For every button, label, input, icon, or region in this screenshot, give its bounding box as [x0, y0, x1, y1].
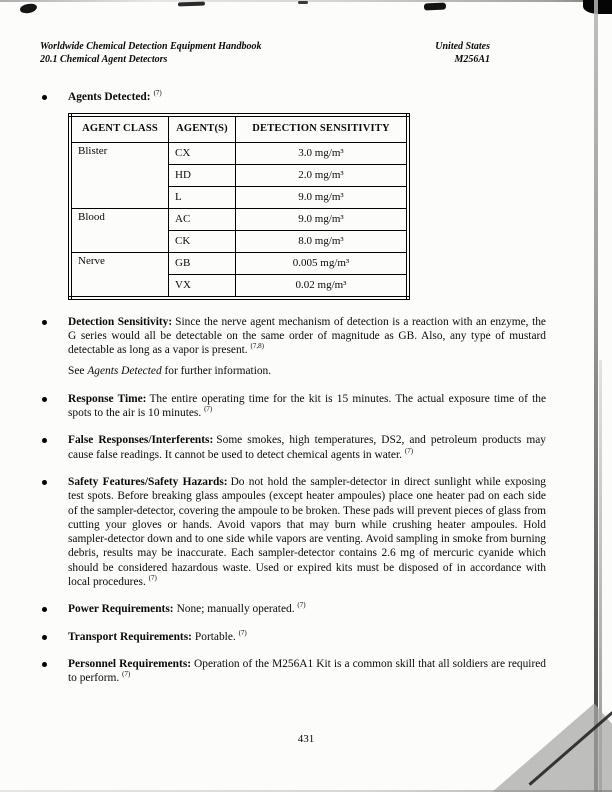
sensitivity-cell: 9.0 mg/m³ [236, 186, 409, 208]
see-suffix: for further information. [164, 365, 272, 378]
bullet-label: False Responses/Interferents: [68, 434, 214, 447]
bullet-icon [40, 315, 68, 379]
sensitivity-cell: 0.005 mg/m³ [236, 252, 409, 274]
bullet-text: Portable. [194, 630, 236, 643]
agent-cell: AC [169, 208, 236, 230]
sensitivity-cell: 2.0 mg/m³ [236, 164, 409, 186]
bullet-label: Power Requirements: [68, 603, 174, 616]
reference-superscript: (7) [153, 89, 162, 98]
reference-superscript: (7) [148, 574, 157, 583]
reference-superscript: (7) [204, 405, 213, 414]
reference-superscript: (7) [297, 601, 306, 610]
scan-artifact [178, 2, 205, 7]
scan-artifact [298, 1, 308, 4]
reference-superscript: (7) [404, 446, 414, 455]
scan-artifact-top-right [583, 0, 612, 14]
bullet-item-response-time [40, 392, 546, 421]
table-row [70, 208, 408, 230]
agent-class-cell: Blister [70, 142, 169, 208]
scan-artifact-corner-line [529, 711, 612, 785]
agents-table [68, 113, 410, 299]
agent-cell: GB [169, 252, 236, 274]
bullet-label: Detection Sensitivity: [68, 315, 173, 328]
bullet-item-detection-sensitivity [40, 315, 546, 379]
bullet-item-personnel-requirements [40, 657, 546, 686]
bullet-body [68, 433, 546, 462]
bullet-icon [40, 630, 68, 644]
bullet-item-agents-detected [40, 90, 546, 302]
col-header-agent-class: AGENT CLASS [70, 115, 169, 142]
agent-cell: CK [169, 230, 236, 252]
agent-cell: CX [169, 142, 236, 164]
sensitivity-cell: 0.02 mg/m³ [236, 274, 409, 298]
col-header-agents: AGENT(S) [169, 115, 236, 142]
bullet-label: Agents Detected: [68, 91, 151, 103]
sensitivity-cell: 3.0 mg/m³ [236, 142, 409, 164]
bullet-item-power-requirements [40, 602, 546, 616]
bullet-icon [40, 602, 68, 616]
model-label: M256A1 [454, 54, 490, 65]
bullet-icon [40, 90, 68, 302]
bullet-item-false-responses [40, 433, 546, 462]
bullet-body [68, 630, 546, 644]
bullet-body [68, 315, 546, 379]
bullet-body [68, 657, 546, 686]
scan-artifact [424, 2, 446, 10]
header-right [435, 40, 490, 66]
section-title: 20.1 Chemical Agent Detectors [40, 54, 168, 65]
bullet-text: Operation of the M256A1 Kit is a common skill that all soldiers are required to perform. [68, 657, 546, 685]
scan-artifact [19, 3, 37, 14]
reference-superscript: (7) [238, 628, 247, 637]
sensitivity-cell: 8.0 mg/m³ [236, 230, 409, 252]
col-header-detection-sensitivity: DETECTION SENSITIVITY [236, 115, 409, 142]
bullet-body [68, 392, 546, 421]
see-prefix: See [68, 365, 85, 378]
agent-cell: HD [169, 164, 236, 186]
bullet-icon [40, 657, 68, 686]
bullet-label: Personnel Requirements: [68, 657, 192, 670]
see-italic: Agents Detected [87, 365, 162, 378]
sensitivity-cell: 9.0 mg/m³ [236, 208, 409, 230]
bullet-item-transport-requirements [40, 630, 546, 644]
reference-superscript: (7,8) [250, 342, 264, 351]
page-header [40, 40, 572, 66]
table-row [70, 252, 408, 274]
bullet-text: None; manually operated. [176, 603, 295, 616]
agent-class-cell: Blood [70, 208, 169, 252]
bullet-label: Safety Features/Safety Hazards: [68, 475, 228, 488]
bullet-icon [40, 392, 68, 421]
reference-superscript: (7) [122, 670, 131, 679]
bullet-text: Some smokes, high temperatures, DS2, and petroleum products may cause false readings. It cannot be used to detect chemical agents in water. [68, 434, 546, 461]
agent-cell: L [169, 186, 236, 208]
table-header-row [70, 115, 408, 142]
page-number: 431 [297, 733, 315, 745]
page-content [40, 90, 546, 699]
scan-artifact-top-edge [0, 0, 612, 2]
bullet-icon [40, 433, 68, 462]
bullet-text: Since the nerve agent mechanism of detection is a reaction with an enzyme, the G series would all be detectable on the same order of magnitude as GB. Also, any type of mustard detectable as long as a vapor is present. [68, 315, 546, 357]
bullet-text: Do not hold the sampler-detector in direct sunlight while exposing test spots. Before breaking glass ampoules (except heater ampoules) place one heater pad on each side of the sampler-detector, covering the ampoule to be broken. These pads will prevent pieces of glass from cutting your gloves or hands. Avoid vapors that may burn while crushing heater ampoules. Hold sampler-detector down and to one side while vapors are venting. Avoid sampling in smoke from burning debris, results may be inaccurate. Each sampler-detector contains 2.6 mg of mercuric cyanide which should be considered hazardous waste. Used or expired kits must be disposed of in accordance with local procedures. [68, 475, 546, 589]
bullet-text: The entire operating time for the kit is 15 minutes. The actual exposure time of the spots to the air is 10 minutes. [68, 392, 547, 420]
handbook-title: Worldwide Chemical Detection Equipment Handbook [40, 41, 262, 52]
scan-artifact-right-edge [594, 0, 598, 792]
bullet-icon [40, 475, 68, 589]
bullet-label: Transport Requirements: [68, 630, 192, 643]
bullet-body [68, 602, 546, 616]
see-reference-line [68, 364, 546, 378]
header-left [40, 40, 262, 66]
bullet-label: Response Time: [68, 392, 147, 405]
country-label: United States [435, 41, 490, 52]
agent-cell: VX [169, 274, 236, 298]
agent-class-cell: Nerve [70, 252, 169, 298]
bullet-item-safety-features [40, 475, 546, 589]
scan-artifact-corner-shadow [473, 703, 612, 792]
scan-artifact-right-edge [599, 360, 602, 792]
bullet-body [68, 90, 546, 302]
table-row [70, 142, 408, 164]
bullet-body [68, 475, 546, 589]
